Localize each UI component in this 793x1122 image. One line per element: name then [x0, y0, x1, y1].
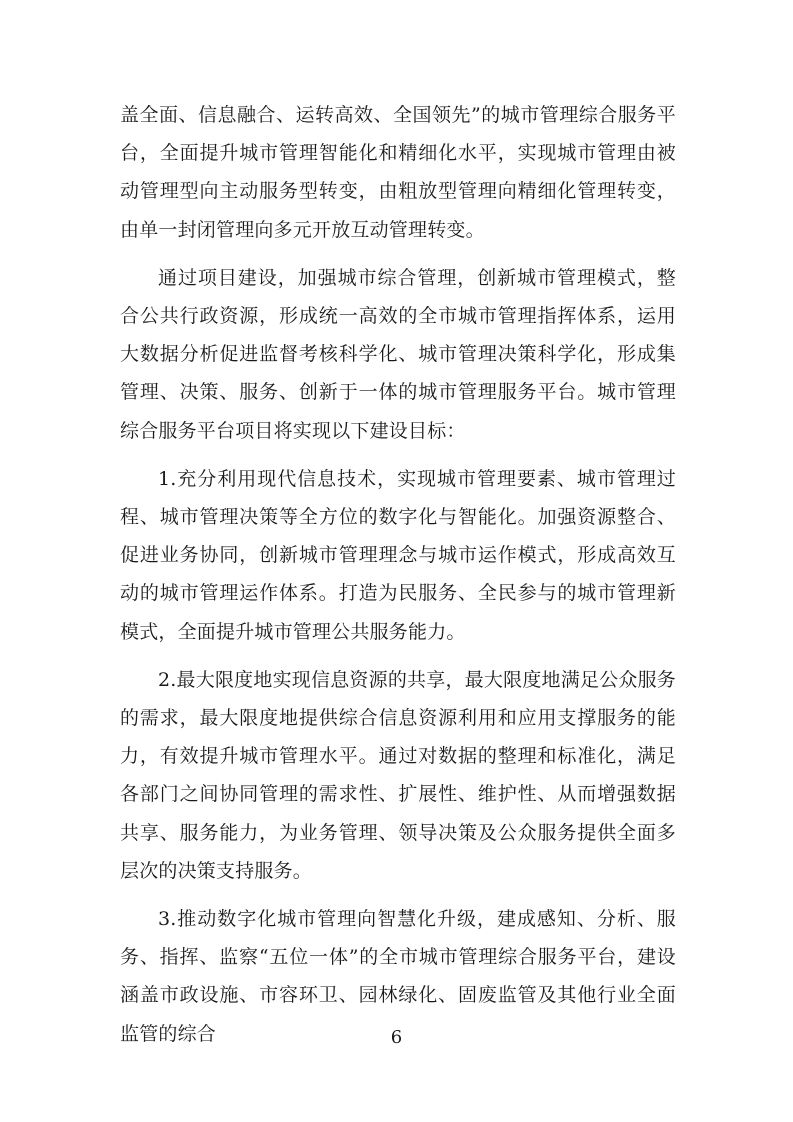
paragraph-4: 2.最大限度地实现信息资源的共享，最大限度地满足公众服务的需求，最大限度地提供综合信息资源利用和应用支撑服务的能力，有效提升城市管理水平。通过对数据的整理和标准化，满足各部门之间协同管理的需求性、扩展性、维护性、从而增强数据共享、服务能力，为业务管理、领导决策及公众服务提供全面多层次的决策支持服务。: [120, 668, 676, 882]
paragraph-1: 盖全面、信息融合、运转高效、全国领先”的城市管理综合服务平台，全面提升城市管理智能化和精细化水平，实现城市管理由被动管理型向主动服务型转变，由粗放型管理向精细化管理转变，由单一封闭管理向多元开放互动管理转变。: [120, 104, 676, 241]
paragraph-5: 3.推动数字化城市管理向智慧化升级，建成感知、分析、服务、指挥、监察“五位一体”的全市城市管理综合服务平台，建设涵盖市政设施、市容环卫、园林绿化、固废监管及其他行业全面监管的综合: [120, 908, 676, 1045]
document-body: [120, 96, 676, 1063]
paragraph-2: 通过项目建设，加强城市综合管理，创新城市管理模式，整合公共行政资源，形成统一高效的全市城市管理指挥体系，运用大数据分析促进监督考核科学化、城市管理决策科学化，形成集管理、决策、服务、创新于一体的城市管理服务平台。城市管理综合服务平台项目将实现以下建设目标：: [120, 266, 676, 442]
paragraph-3: 1.充分利用现代信息技术，实现城市管理要素、城市管理过程、城市管理决策等全方位的数字化与智能化。加强资源整合、促进业务协同，创新城市管理理念与城市运作模式，形成高效互动的城市管理运作体系。打造为民服务、全民参与的城市管理新模式，全面提升城市管理公共服务能力。: [120, 467, 676, 643]
page-number: 6: [390, 1027, 403, 1048]
